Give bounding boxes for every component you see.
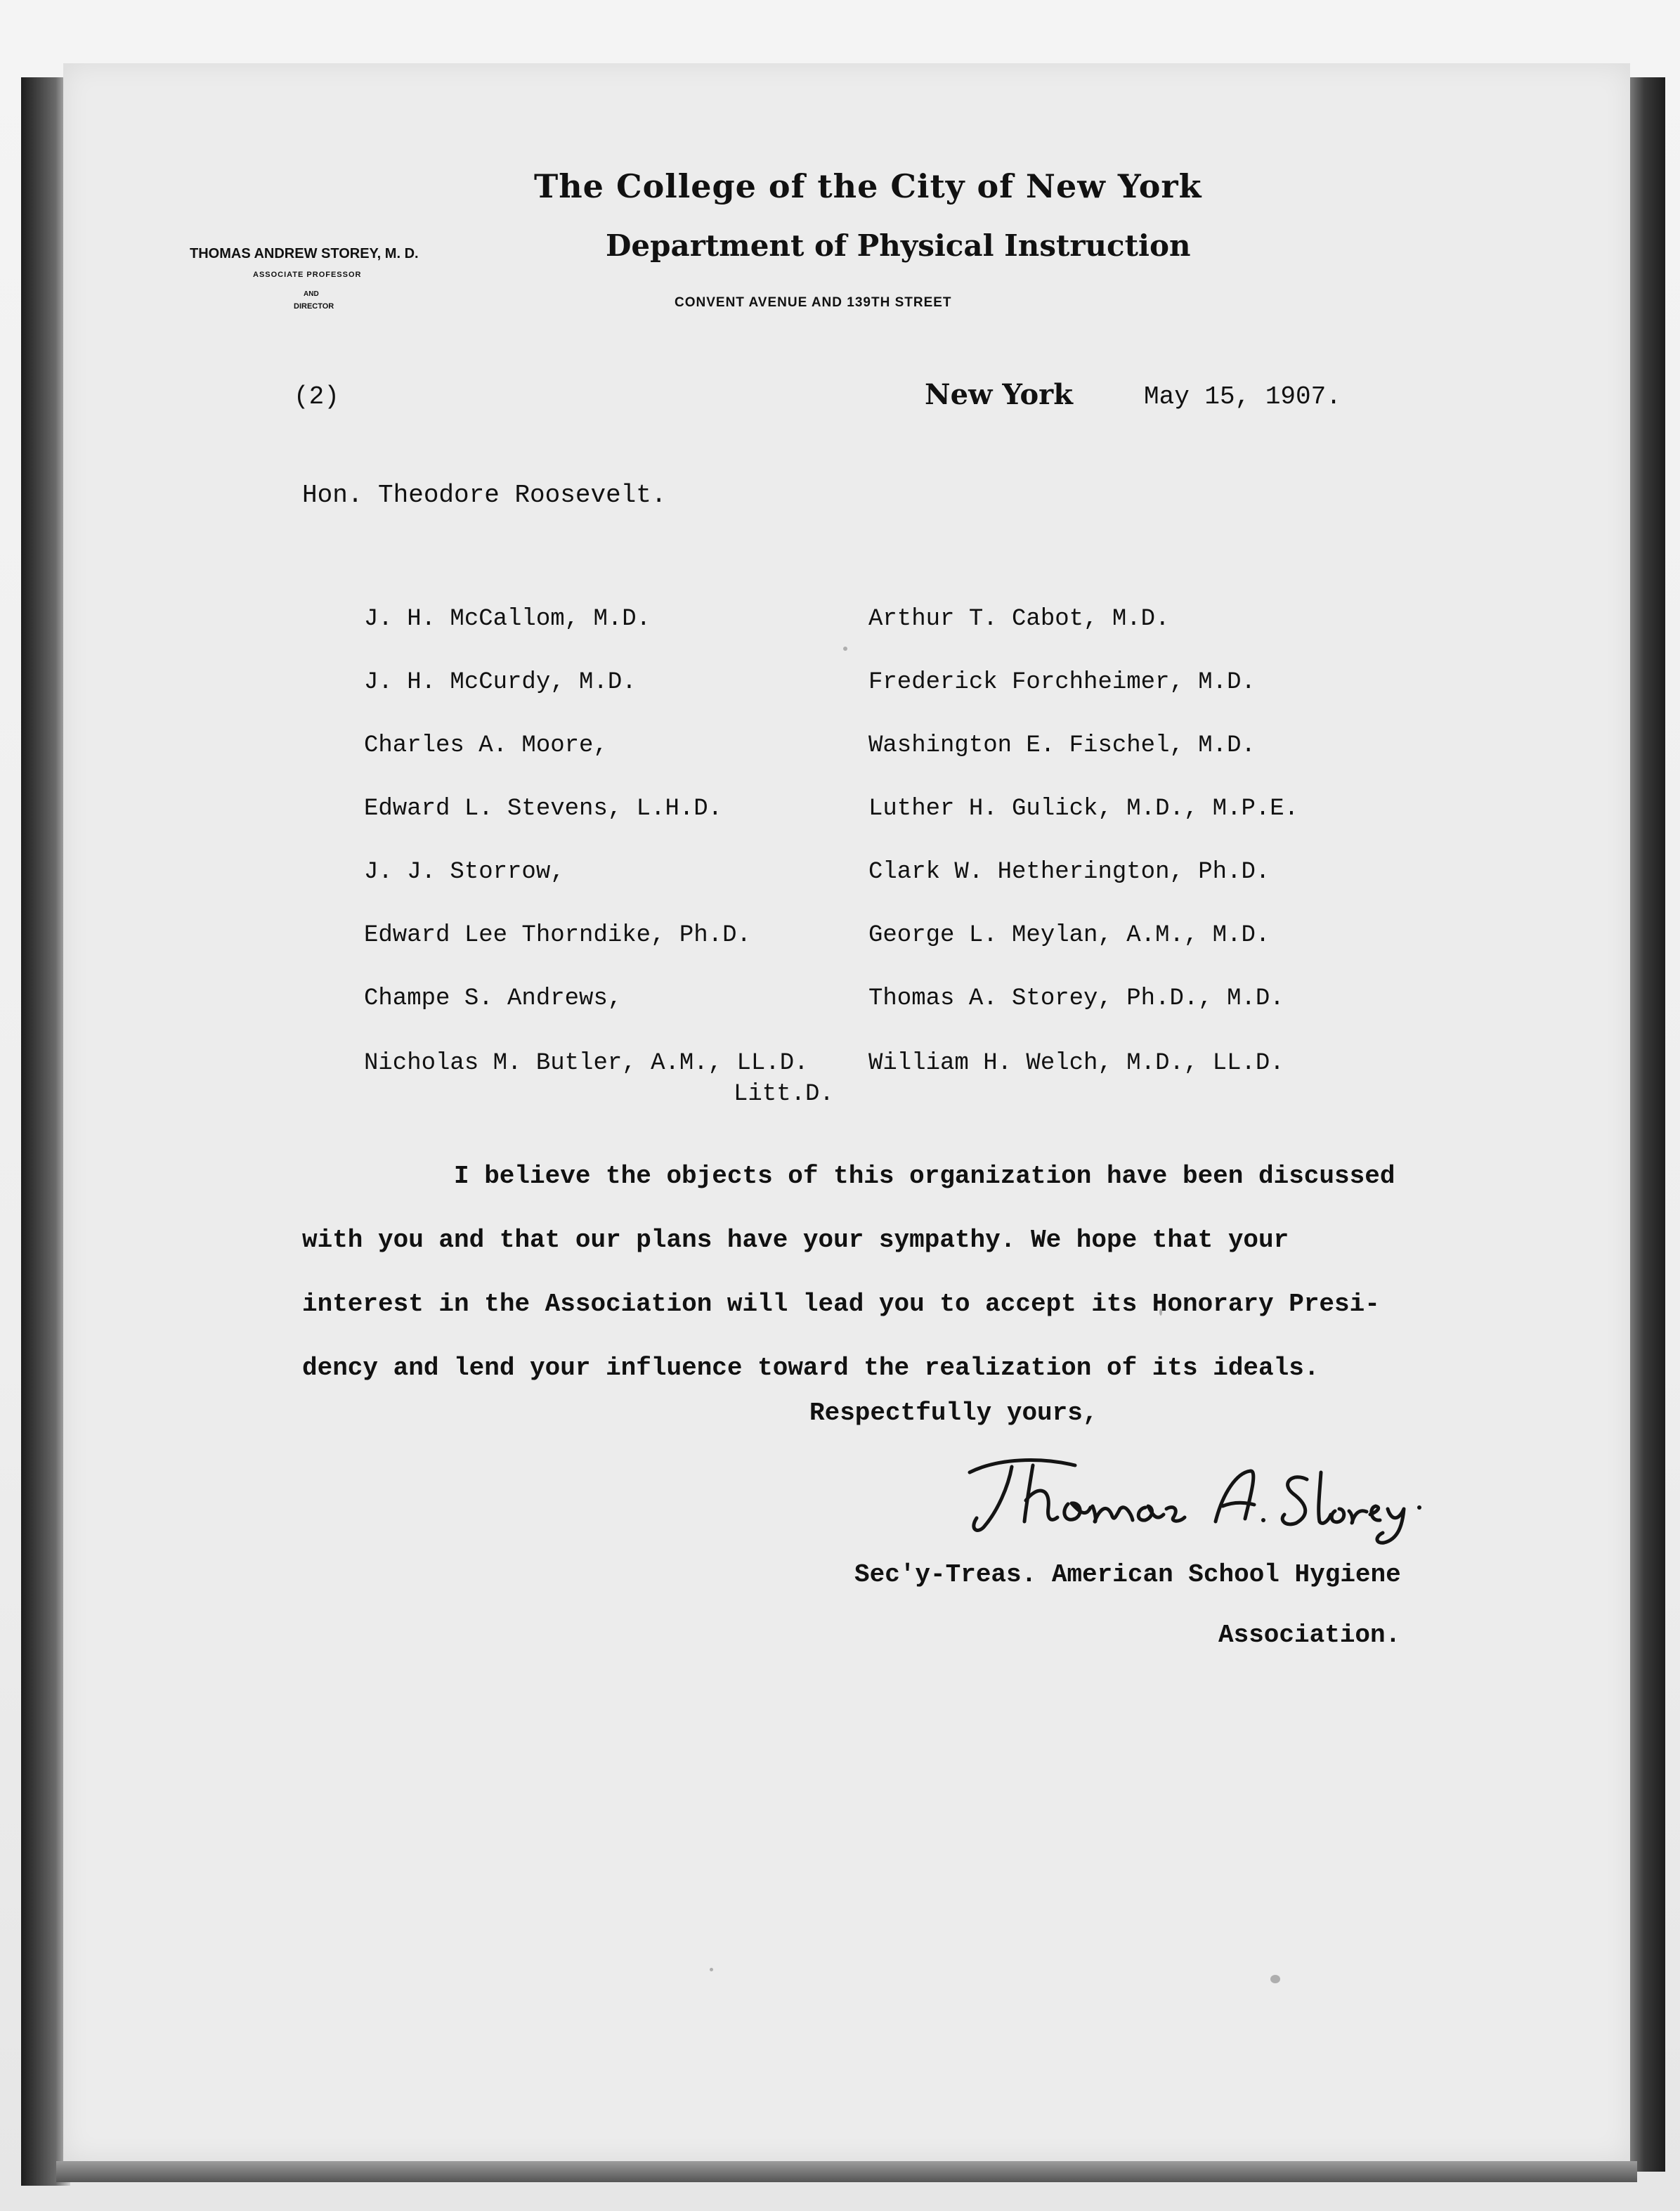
signatory-name: J. J. Storrow, bbox=[364, 859, 565, 886]
signatory-name: Edward L. Stevens, L.H.D. bbox=[364, 796, 723, 822]
body-line: with you and that our plans have your sympathy. We hope that your bbox=[302, 1226, 1289, 1254]
letterhead-director-and: AND bbox=[304, 290, 319, 298]
signatory-name: Washington E. Fischel, M.D. bbox=[868, 732, 1256, 759]
letterhead-department: Department of Physical Instruction bbox=[606, 228, 1191, 263]
letter-page bbox=[63, 63, 1630, 2161]
signatory-name: George L. Meylan, A.M., M.D. bbox=[868, 922, 1270, 949]
film-speck bbox=[1270, 1975, 1280, 1983]
letter-date: May 15, 1907. bbox=[1144, 382, 1341, 411]
handwritten-signature bbox=[956, 1444, 1433, 1550]
page-number: (2) bbox=[294, 382, 339, 411]
letter-body bbox=[302, 1144, 1426, 1400]
film-speck bbox=[710, 1968, 713, 1971]
signer-title: Sec'y-Treas. American School Hygiene bbox=[854, 1560, 1401, 1589]
signatory-name: Frederick Forchheimer, M.D. bbox=[868, 669, 1256, 696]
body-line: interest in the Association will lead you to accept its Honorary Presi- bbox=[302, 1290, 1380, 1318]
signatory-name: Thomas A. Storey, Ph.D., M.D. bbox=[868, 985, 1284, 1012]
film-speck bbox=[843, 647, 847, 651]
signatory-name: J. H. McCallom, M.D. bbox=[364, 606, 651, 633]
signatory-name: Edward Lee Thorndike, Ph.D. bbox=[364, 922, 751, 949]
letterhead-director-name: THOMAS ANDREW STOREY, M. D. bbox=[190, 246, 419, 261]
letterhead-director-role: DIRECTOR bbox=[294, 302, 334, 311]
signatory-name: Champe S. Andrews, bbox=[364, 985, 623, 1012]
body-line: dency and lend your influence toward the realization of its ideals. bbox=[302, 1354, 1320, 1382]
signatory-name: Nicholas M. Butler, A.M., LL.D. bbox=[364, 1050, 809, 1077]
film-speck bbox=[1159, 1309, 1162, 1316]
recipient: Hon. Theodore Roosevelt. bbox=[302, 481, 667, 510]
letter-city: New York bbox=[925, 378, 1073, 411]
signer-organization: Association. bbox=[1218, 1621, 1401, 1649]
closing: Respectfully yours, bbox=[809, 1399, 1098, 1427]
letterhead-college: The College of the City of New York bbox=[534, 167, 1202, 205]
signatory-name: William H. Welch, M.D., LL.D. bbox=[868, 1050, 1284, 1077]
paper-bottom-edge-shadow bbox=[56, 2161, 1637, 2182]
signatory-name: Clark W. Hetherington, Ph.D. bbox=[868, 859, 1270, 886]
signatory-name: Luther H. Gulick, M.D., M.P.E. bbox=[868, 796, 1299, 822]
letterhead-director-title: ASSOCIATE PROFESSOR bbox=[253, 271, 362, 279]
body-line: I believe the objects of this organization have been discussed bbox=[454, 1162, 1395, 1191]
signatory-name: J. H. McCurdy, M.D. bbox=[364, 669, 637, 696]
signatory-name-continuation: Litt.D. bbox=[734, 1081, 834, 1108]
signatory-name: Arthur T. Cabot, M.D. bbox=[868, 606, 1170, 633]
letterhead-address: CONVENT AVENUE AND 139TH STREET bbox=[675, 295, 952, 310]
signatory-name: Charles A. Moore, bbox=[364, 732, 608, 759]
